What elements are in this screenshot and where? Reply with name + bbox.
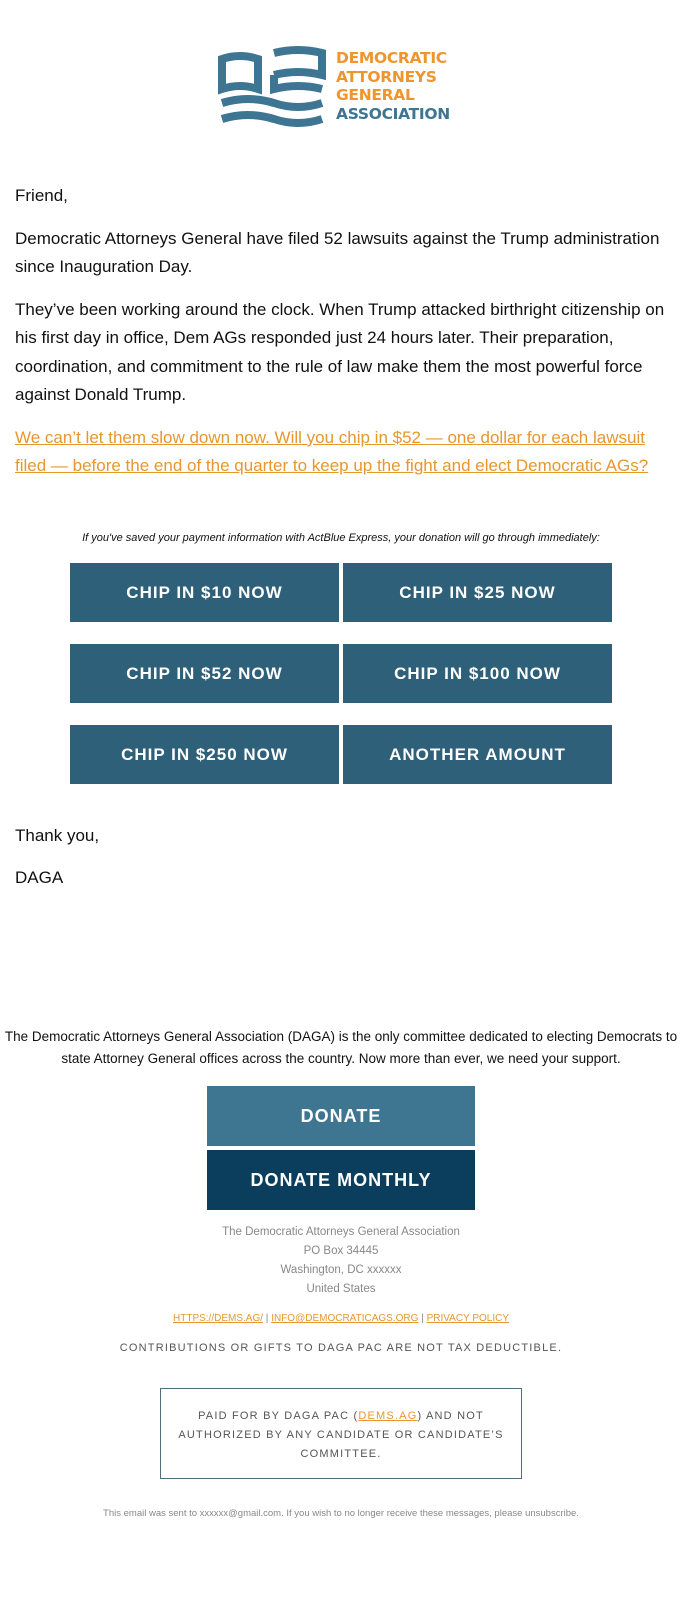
tax-disclaimer: CONTRIBUTIONS OR GIFTS TO DAGA PAC ARE NOT TAX DEDUCTIBLE. [119,1342,563,1354]
address-line: United States [306,1283,376,1295]
chip-in-10-button[interactable]: CHIP IN $10 NOW [70,563,339,622]
paid-text: PAID FOR BY DAGA PAC ( [198,1410,359,1422]
about-text: The Democratic Attorneys General Association (DAGA) is the only committee dedicated to electing Democrats to state Attorney General offices across the country. Now more than ever, we need your support. [4,1029,678,1066]
flag-logo-icon [218,45,326,127]
chip-in-250-button[interactable]: CHIP IN $250 NOW [70,725,339,784]
actblue-note: If you've saved your payment information with ActBlue Express, your donation will go through immediately: [82,532,600,544]
unsubscribe-text[interactable]: This email was sent to xxxxxx@gmail.com. If you wish to no longer receive these messages, please unsubscribe. [103,1508,579,1519]
logo-line: ASSOCIATION [336,104,450,123]
greeting: Friend, [15,186,68,205]
separator: | [421,1313,424,1324]
donate-monthly-button[interactable]: DONATE MONTHLY [207,1150,475,1210]
dems-ag-link[interactable]: DEMS.AG [358,1410,418,1422]
chip-in-52-button[interactable]: CHIP IN $52 NOW [70,644,339,703]
privacy-policy-link[interactable]: PRIVACY POLICY [426,1313,509,1324]
chip-in-25-button[interactable]: CHIP IN $25 NOW [343,563,612,622]
signature: DAGA [15,868,64,887]
address-line: PO Box 34445 [303,1245,379,1257]
signoff [15,822,99,906]
thanks-text: Thank you, [15,826,100,845]
email-link[interactable]: INFO@DEMOCRATICAGS.ORG [271,1313,419,1324]
donate-button[interactable]: DONATE [207,1086,475,1146]
daga-logo [218,44,468,128]
address-line: Washington, DC xxxxxx [280,1264,402,1276]
mailing-address [0,1223,682,1299]
paragraph: They’ve been working around the clock. When Trump attacked birthright citizenship on his first day in office, Dem AGs responded just 24 hours later. Their preparation, coordination, and commitment to the rule of law make them the most powerful force against Donald Trump. [15,299,665,404]
donate-cta-link[interactable]: We can’t let them slow down now. Will you chip in $52 — one dollar for each lawsuit filed — before the end of the quarter to keep up the fight and elect Democratic AGs? [15,427,649,475]
address-line: The Democratic Attorneys General Association [222,1226,460,1238]
footer-links [0,1313,682,1324]
logo-line: DEMOCRATIC [336,49,447,67]
paid-text: ) AND NOT AUTHORIZED BY ANY CANDIDATE OR CANDIDATE’S COMMITTEE. [178,1410,504,1460]
separator: | [265,1313,269,1324]
chip-in-100-button[interactable]: CHIP IN $100 NOW [343,644,612,703]
email-body [15,182,675,495]
website-link[interactable]: HTTPS://DEMS.AG/ [173,1313,264,1324]
logo-line: ATTORNEYS [336,67,437,86]
logo-line: GENERAL [336,86,415,104]
paid-for-box [160,1388,522,1479]
paragraph: Democratic Attorneys General have filed 52 lawsuits against the Trump administration since Inauguration Day. [15,228,660,276]
another-amount-button[interactable]: ANOTHER AMOUNT [343,725,612,784]
